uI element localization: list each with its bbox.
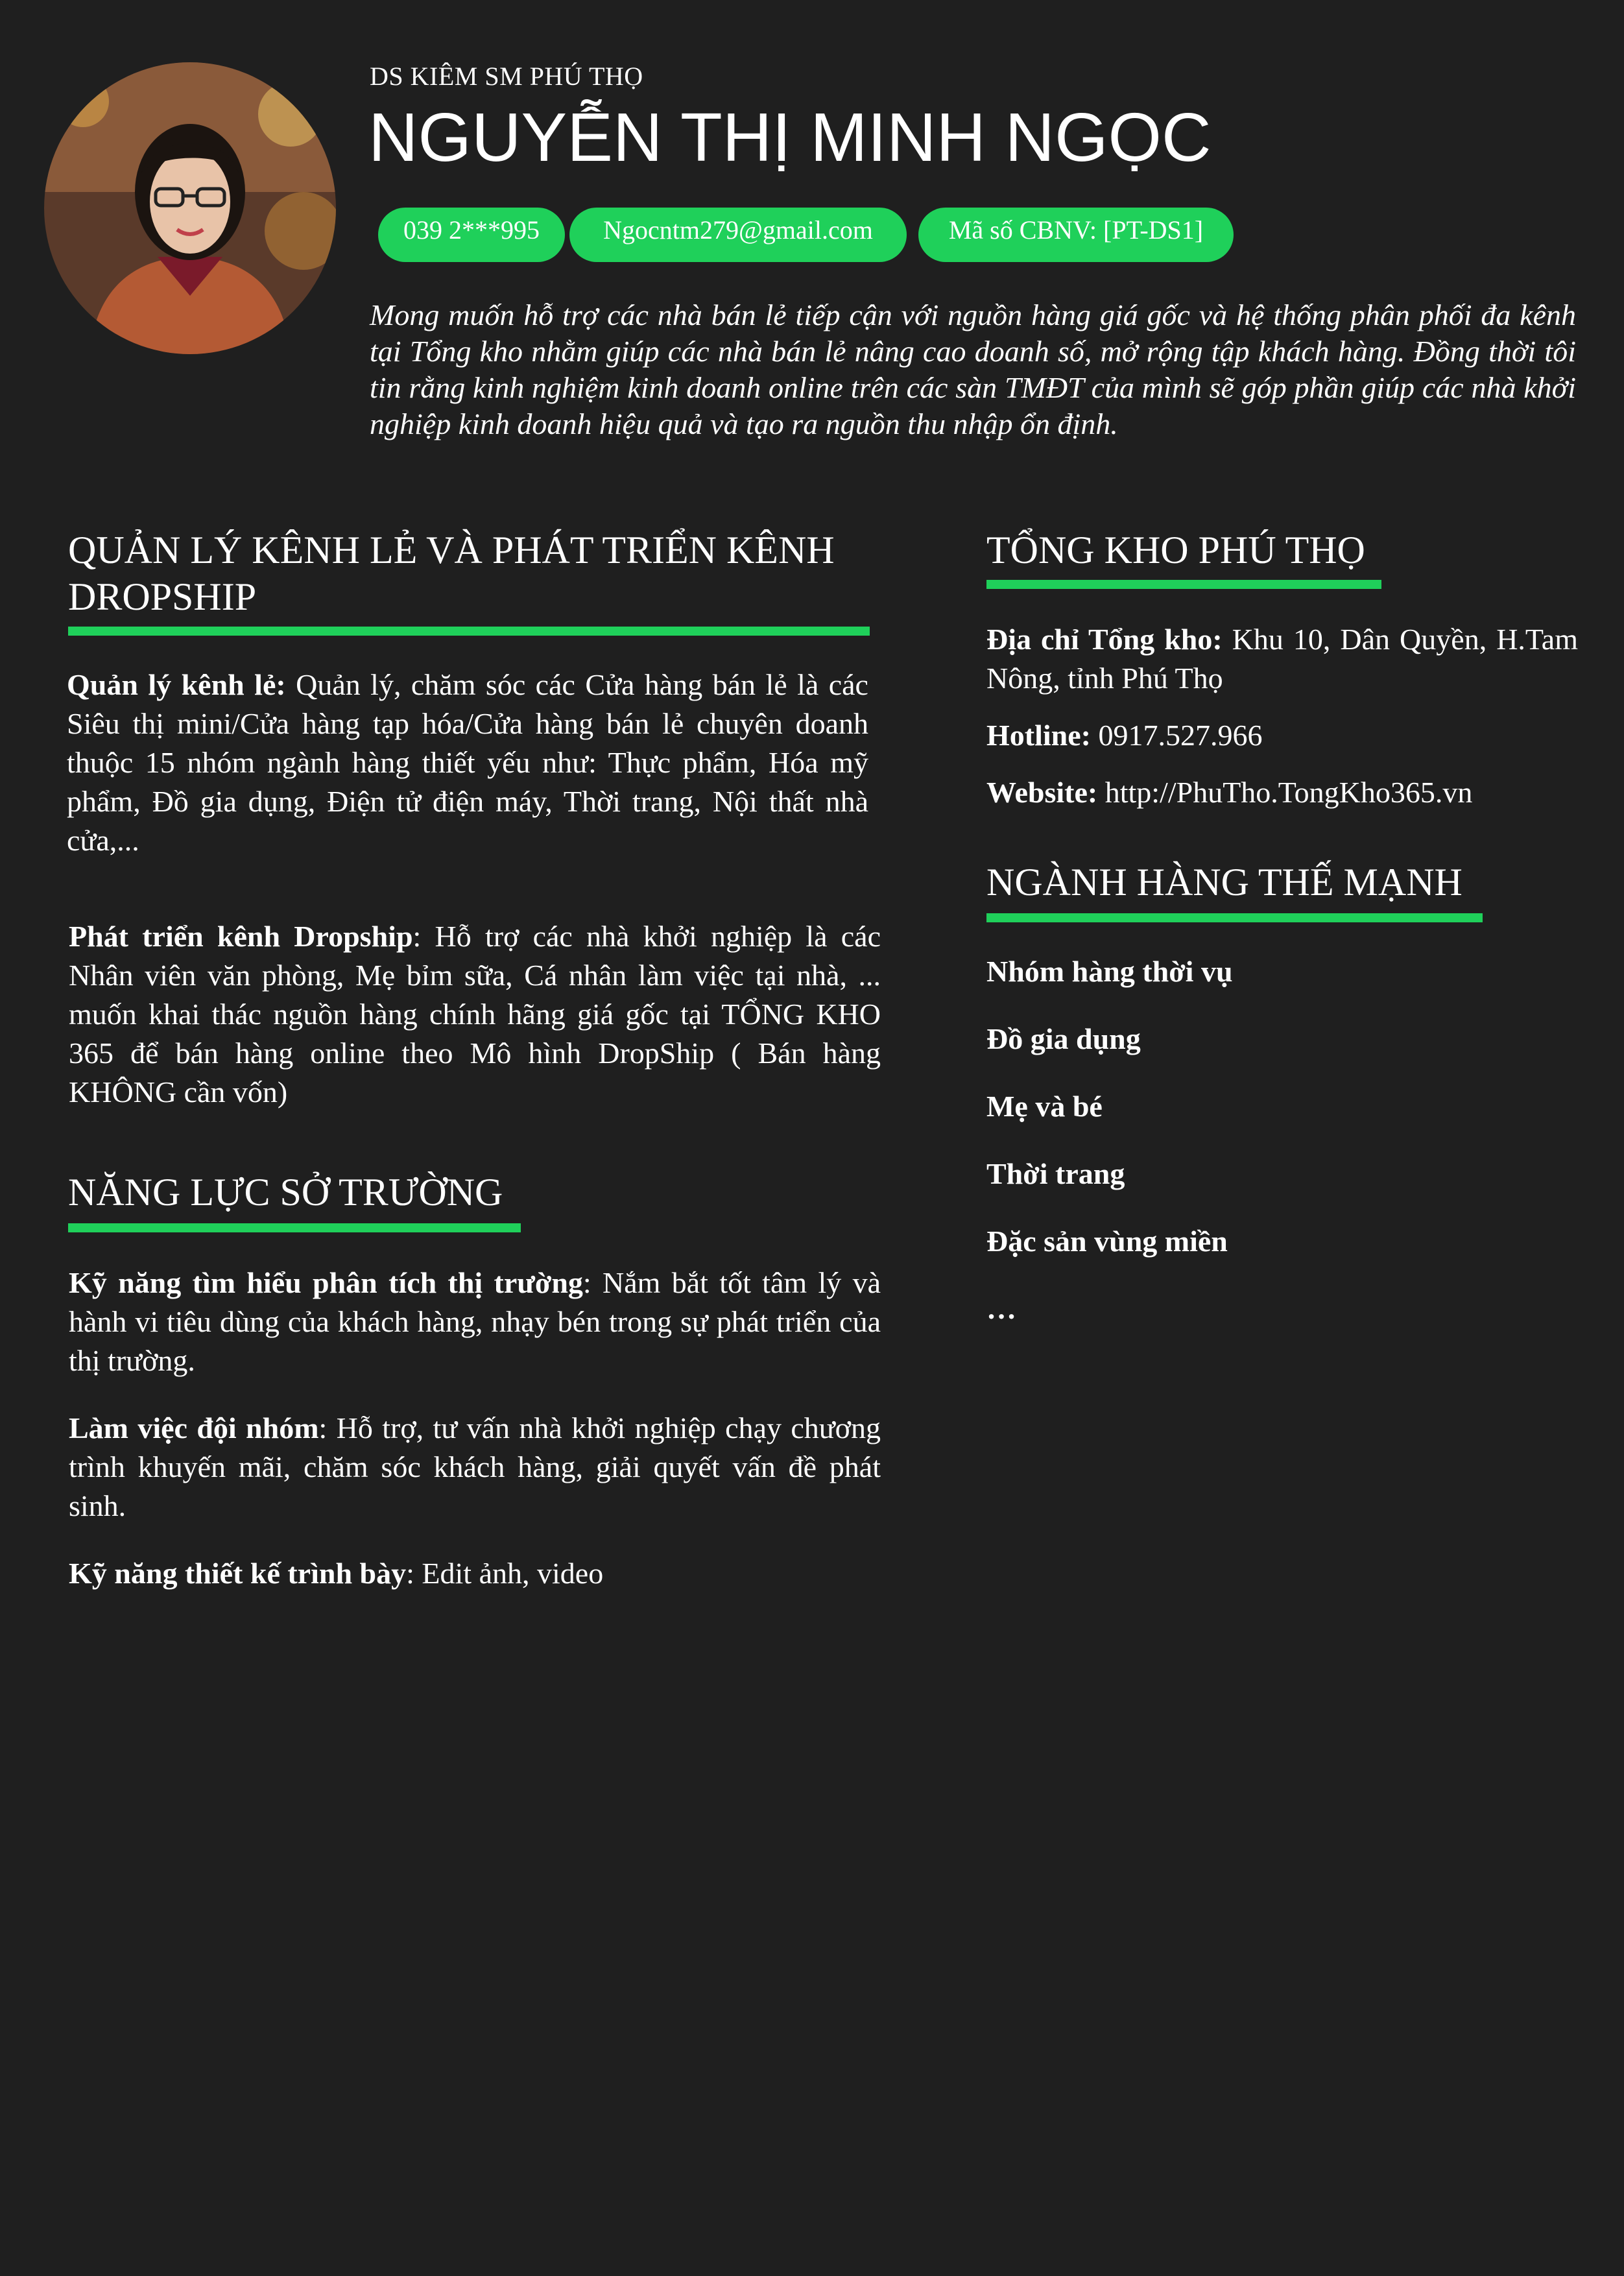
section-heading-warehouse: TỔNG KHO PHÚ THỌ (986, 529, 1365, 571)
paragraph-text: : Hỗ trợ các nhà khởi nghiệp là các Nhân viên văn phòng, Mẹ bỉm sữa, Cá nhân làm việc tại nhà, ... muốn khai thác nguồn hàng chính hãng giá gốc tại TỔNG KHO 365 để bán hàng online theo Mô hình DropShip ( Bán hàng KHÔNG cần vốn) (69, 920, 881, 1108)
address-label: Địa chỉ Tổng kho: (986, 623, 1223, 656)
profile-photo (44, 62, 336, 354)
profile-photo-image (44, 62, 336, 354)
paragraph-text: : Nắm bắt tốt tâm lý và hành vi tiêu dùng của khách hàng, nhạy bén trong sự phát triển của thị trường. (69, 1266, 881, 1377)
category-item: Thời trang (986, 1157, 1125, 1190)
paragraph-label: Phát triển kênh Dropship (69, 920, 413, 953)
category-item: Đặc sản vùng miền (986, 1225, 1228, 1258)
warehouse-hotline (986, 716, 1262, 755)
category-item: Đồ gia dụng (986, 1022, 1141, 1055)
section-heading-retail-line2: DROPSHIP (68, 575, 257, 618)
warehouse-website (986, 773, 1472, 812)
paragraph-design (69, 1554, 881, 1593)
phone-pill[interactable]: 039 2***995 (378, 208, 565, 262)
paragraph-label: Quản lý kênh lẻ: (67, 668, 286, 701)
section-heading-skills: NĂNG LỰC SỞ TRƯỜNG (68, 1171, 503, 1214)
section-heading-retail (68, 527, 835, 620)
website-label: Website: (986, 776, 1098, 809)
paragraph-dropship (69, 917, 881, 1112)
paragraph-market-analysis (69, 1264, 881, 1380)
hotline-label: Hotline: (986, 719, 1091, 752)
section-heading-retail-line1: QUẢN LÝ KÊNH LẺ VÀ PHÁT TRIỂN KÊNH (68, 529, 835, 571)
paragraph-retail-management (67, 665, 868, 860)
category-item: Nhóm hàng thời vụ (986, 955, 1233, 988)
paragraph-teamwork (69, 1409, 881, 1526)
section-underline (68, 627, 870, 636)
paragraph-text: : Hỗ trợ, tư vấn nhà khởi nghiệp chạy chương trình khuyến mãi, chăm sóc khách hàng, giải quyết vấn đề phát sinh. (69, 1411, 881, 1522)
paragraph-label: Kỹ năng tìm hiểu phân tích thị trường (69, 1266, 583, 1299)
section-underline (68, 1223, 521, 1232)
career-objective: Mong muốn hỗ trợ các nhà bán lẻ tiếp cận với nguồn hàng giá gốc và hệ thống phân phối đa kênh tại Tổng kho nhằm giúp các nhà bán lẻ nâng cao doanh số, mở rộng tập khách hàng. Đồng thời tôi tin rằng kinh nghiệm kinh doanh online trên các sàn TMĐT của mình sẽ góp phần giúp các nhà khởi nghiệp kinh doanh hiệu quả và tạo ra nguồn thu nhập ổn định. (370, 298, 1576, 440)
warehouse-address (986, 620, 1578, 698)
address-value: Khu 10, Dân Quyền, H.Tam Nông, tỉnh Phú Thọ (986, 623, 1578, 695)
paragraph-text: : Edit ảnh, video (406, 1557, 604, 1590)
paragraph-label: Làm việc đội nhóm (69, 1411, 319, 1444)
candidate-name: NGUYỄN THỊ MINH NGỌC (368, 99, 1212, 176)
section-underline (986, 913, 1483, 922)
paragraph-text: Quản lý, chăm sóc các Cửa hàng bán lẻ là các Siêu thị mini/Cửa hàng tạp hóa/Cửa hàng bán lẻ chuyên doanh thuộc 15 nhóm ngành hàng thiết yếu như: Thực phẩm, Hóa mỹ phẩm, Đồ gia dụng, Điện tử điện máy, Thời trang, Nội thất nhà cửa,... (67, 668, 868, 857)
employee-id-pill: Mã số CBNV: [PT-DS1] (918, 208, 1234, 262)
paragraph-label: Kỹ năng thiết kế trình bày (69, 1557, 407, 1590)
email-pill[interactable]: Ngocntm279@gmail.com (569, 208, 907, 262)
job-title: DS KIÊM SM PHÚ THỌ (370, 62, 643, 91)
category-item: … (986, 1292, 1016, 1325)
website-link[interactable]: http://PhuTho.TongKho365.vn (1097, 776, 1473, 809)
category-item: Mẹ và bé (986, 1090, 1103, 1123)
hotline-value[interactable]: 0917.527.966 (1090, 719, 1263, 752)
section-underline (986, 580, 1381, 589)
section-heading-categories: NGÀNH HÀNG THẾ MẠNH (986, 861, 1463, 904)
